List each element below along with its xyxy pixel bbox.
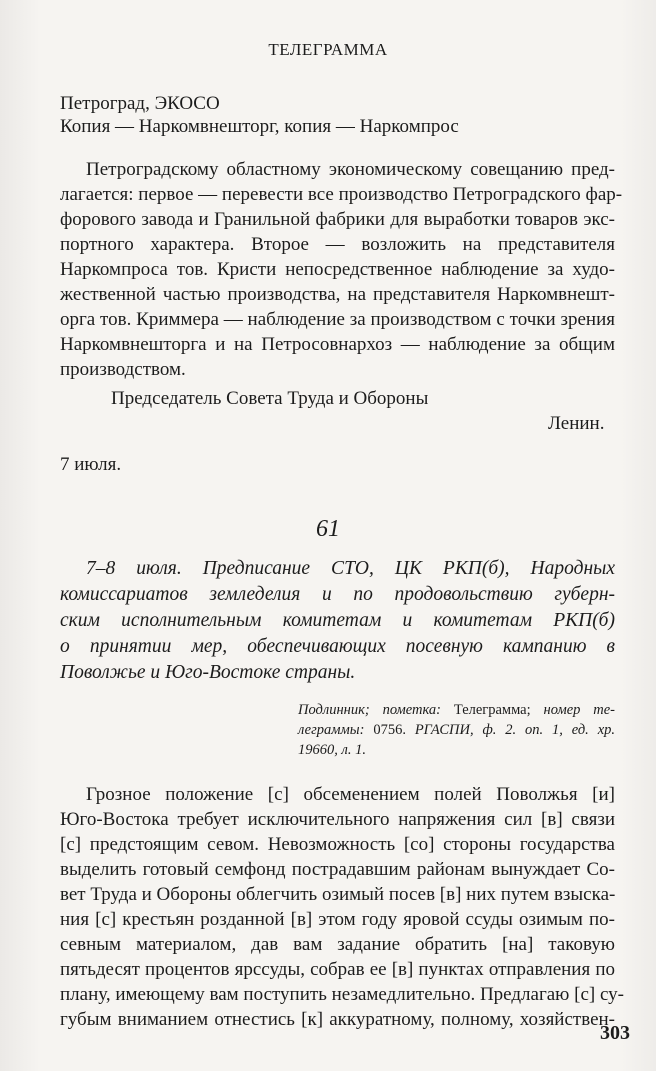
document-body-line: ния [с] крестьян розданной [в] этом году яровой ссуды озимым по- [60,909,615,930]
telegram-address: Петроград, ЭКОСО [60,93,220,114]
telegram-body-line: портного характера. Второе — возложить на представителя [60,234,615,255]
signature-title: Председатель Совета Труда и Обороны [111,388,429,409]
document-title-line: ским исполнительным комитетам и комитетам РКП(б) [60,610,615,631]
source-text: 0756. [364,722,415,738]
archive-reference: РГАСПИ, ф. 2. оп. 1, ед. хр. [414,722,616,738]
source-label: номер те- [543,702,615,718]
document-body-line: пятьдесят процентов ярссуды, собрав ее [в] пунктах отправления по [60,959,615,980]
telegram-body-line: производством. [60,359,186,380]
telegram-body-line: орга тов. Криммера — наблюдение за производством с точки зрения [60,309,615,330]
telegram-body-line: Наркомвнешторга и на Петросовнархоз — наблюдение за общим [60,334,615,355]
document-body-line: выделить готовый семфонд пострадавшим районам вынуждает Со- [60,859,615,880]
telegram-body-line: лагается: первое — перевести все производство Петроградского фар- [60,184,623,205]
document-number: 61 [316,516,340,542]
telegram-heading: ТЕЛЕГРАММА [268,40,388,59]
source-note-line: 19660, л. 1. [298,742,366,758]
source-note-line [298,720,615,740]
source-text: Телеграмма; [441,702,544,718]
document-body-line: губым вниманием отнестись [к] аккуратному, полному, хозяйствен- [60,1009,615,1030]
document-title-line: 7–8 июля. Предписание СТО, ЦК РКП(б), Народных [86,558,615,579]
document-body-line: вет Труда и Обороны облегчить озимый посев [в] них путем взыска- [60,884,616,905]
telegram-body-line: форового завода и Гранильной фабрики для выработки товаров экс- [60,209,615,230]
source-label: Подлинник; пометка: [298,702,441,718]
document-body-line: севным материалом, дав вам задание обратить [на] таковую [60,934,615,955]
page-number: 303 [600,1022,630,1044]
telegram-body-line: жественной частью производства, на представителя Наркомвнешт- [60,284,615,305]
document-title-line: комиссариатов земледелия и по продовольствию губерн- [60,584,615,605]
document-body-line: Грозное положение [с] обсеменением полей Поволжья [и] [86,784,615,805]
telegram-body-line: Наркомпроса тов. Кристи непосредственное наблюдение за худо- [60,259,615,280]
document-title-line: Поволжье и Юго-Востоке страны. [60,662,356,683]
signature-name: Ленин. [548,413,605,434]
document-body-line: [с] предстоящим севом. Невозможность [со] стороны государства [60,834,615,855]
telegram-date: 7 июля. [60,454,122,475]
source-note-line [298,700,615,720]
document-body-line: плану, имеющему вам поступить незамедлительно. Предлагаю [с] су- [60,984,624,1005]
document-title-line: о принятии мер, обеспечивающих посевную кампанию в [60,636,615,657]
telegram-copy-line: Копия — Наркомвнешторг, копия — Наркомпрос [60,116,459,137]
telegram-body-line: Петроградскому областному экономическому совещанию пред- [86,159,615,180]
source-label: леграммы: [298,722,365,738]
document-body-line: Юго-Востока требует исключительного напряжения сил [в] связи [60,809,615,830]
